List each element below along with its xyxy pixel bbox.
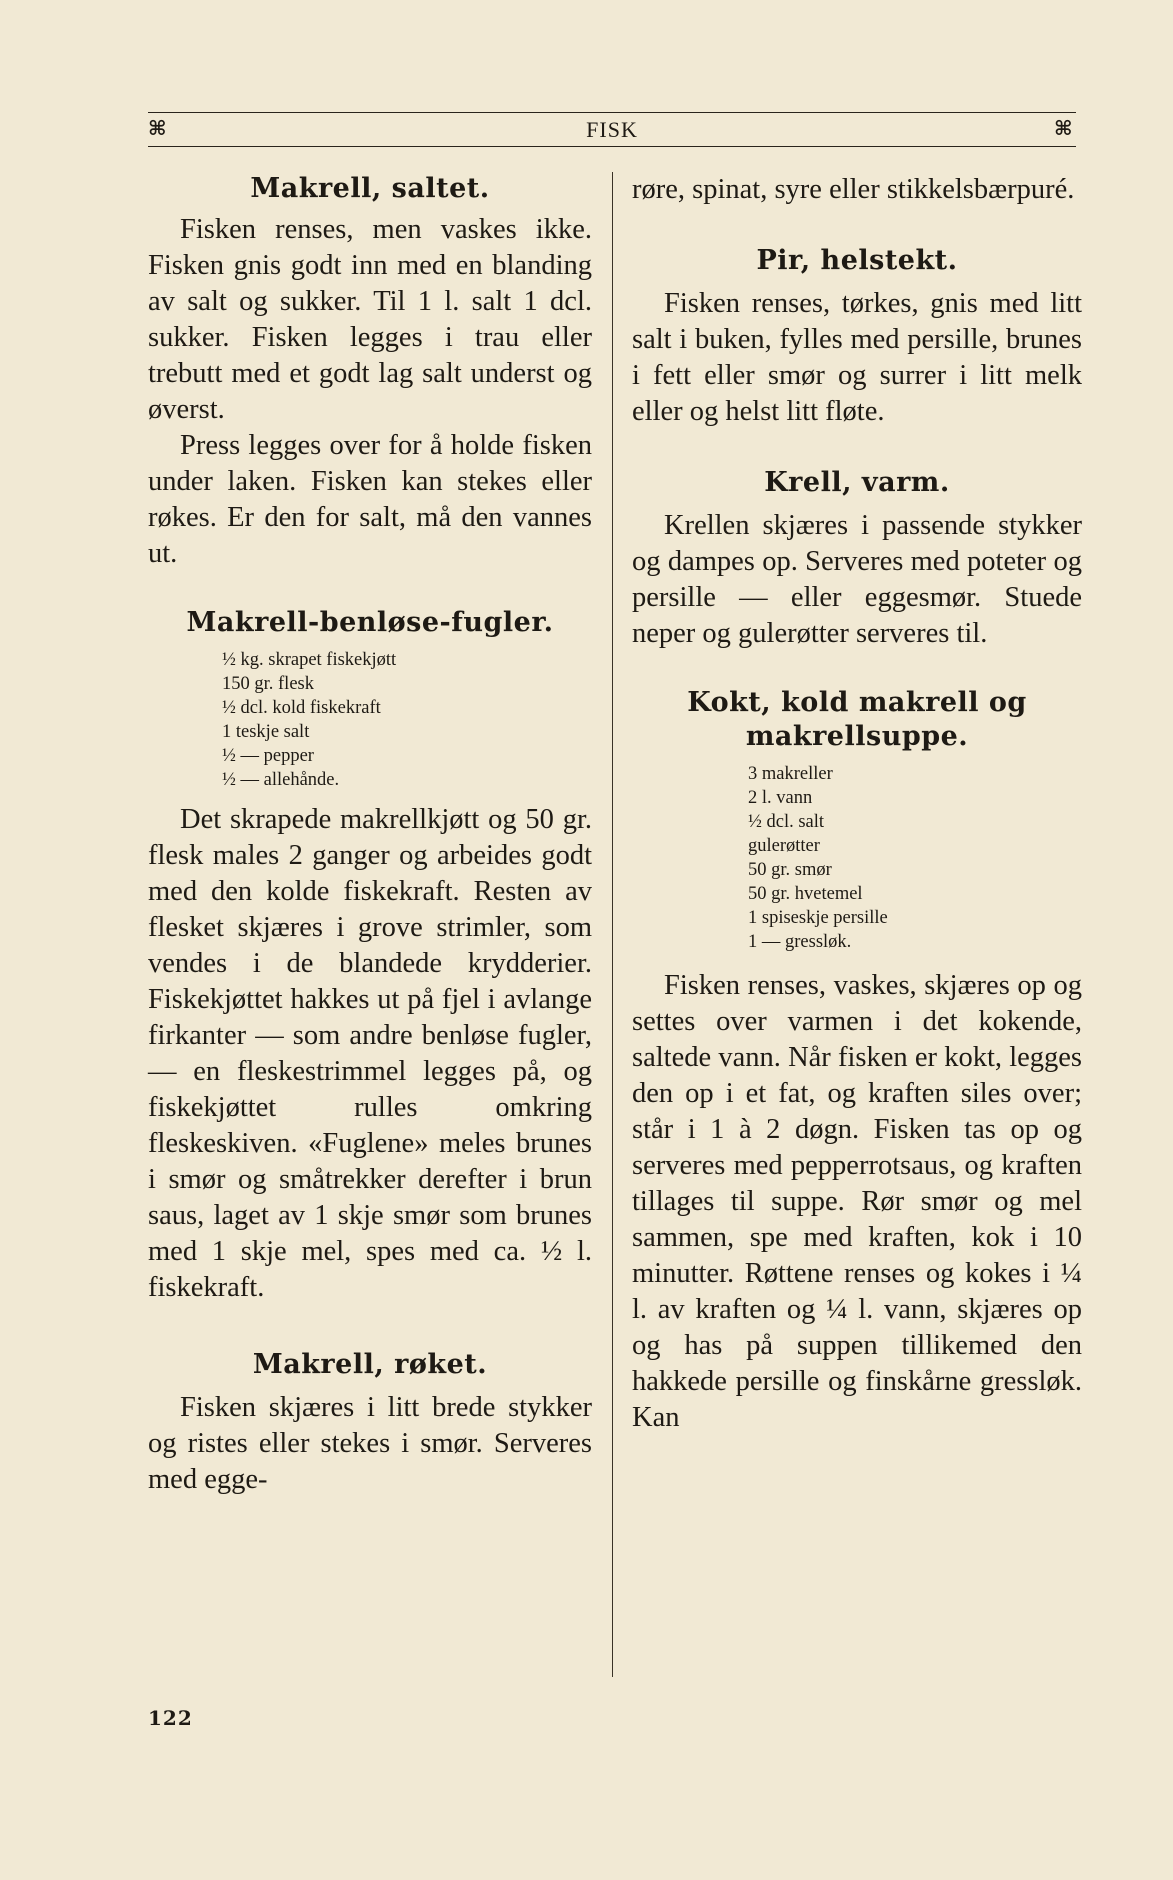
recipe-paragraph: Fisken skjæres i litt brede stykker og ristes eller stekes i smør. Serveres med egge- bbox=[148, 1392, 592, 1495]
recipe-paragraph: Press legges over for å holde fisken under laken. Fisken kan stekes eller røkes. Er den for salt, må den vannes ut. bbox=[148, 430, 592, 569]
recipe-title-makrell-saltet: Makrell, saltet. bbox=[250, 173, 490, 204]
column-divider bbox=[612, 172, 613, 1677]
recipe-paragraph: Fisken renses, men vaskes ikke. Fisken gnis godt inn med en blanding av salt og sukker. Til 1 l. salt 1 dcl. sukker. Fisken legges i trau eller trebutt med et godt lag salt underst og øverst. bbox=[148, 214, 592, 425]
ingredient-list bbox=[222, 648, 592, 792]
ingredient-item: 50 gr. smør bbox=[748, 860, 832, 880]
ingredient-item: 1 teskje salt bbox=[222, 722, 310, 742]
recipe-title-pir-helstekt: Pir, helstekt. bbox=[756, 245, 958, 276]
ingredient-item: 50 gr. hvetemel bbox=[748, 884, 863, 904]
recipe-paragraph: Fisken renses, vaskes, skjæres op og settes over varmen i det kokende, saltede vann. Når fisken er kokt, legges den op i et fat, og kraften siles over; står i 1 à 2 døgn. Fisken tas op og serveres med pepperrotsaus, og kraften tillages til suppe. Rør smør og mel sammen, spe med kraften, kok i 10 minutter. Røttene renses og kokes i ¼ l. av kraften og ¼ l. vann, skjæres op og has på suppen tillikemed den hakkede persille og finskårne gressløk. Kan bbox=[632, 970, 1082, 1433]
running-head: FISK bbox=[586, 117, 638, 142]
ingredient-item: ½ dcl. kold fiskekraft bbox=[222, 698, 381, 718]
header-rule-bottom bbox=[148, 146, 1076, 147]
recipe-paragraph: Krellen skjæres i passende stykker og dampes op. Serveres med poteter og persille — eller eggesmør. Stuede neper og gulerøtter serveres til. bbox=[632, 510, 1082, 649]
ingredient-item: 1 spiseskje persille bbox=[748, 908, 888, 928]
ingredient-item: 2 l. vann bbox=[748, 788, 813, 808]
ingredient-list bbox=[748, 762, 1082, 954]
recipe-title-benlose-fugler: Makrell-benløse-fugler. bbox=[186, 607, 554, 638]
recipe-title-makrell-roket: Makrell, røket. bbox=[252, 1349, 488, 1380]
right-column bbox=[632, 172, 1082, 1436]
ingredient-item: 3 makreller bbox=[748, 764, 833, 784]
ingredient-item: ½ dcl. salt bbox=[748, 812, 825, 832]
recipe-paragraph-continued: røre, spinat, syre eller stikkelsbærpuré. bbox=[632, 174, 1075, 205]
ingredient-item: ½ — pepper bbox=[222, 746, 314, 766]
recipe-title-kokt-kold-makrell: Kokt, kold makrell og makrellsuppe. bbox=[687, 687, 1027, 752]
ingredient-item: 150 gr. flesk bbox=[222, 674, 314, 694]
header-ornament-left: ⌘ bbox=[148, 116, 167, 140]
recipe-paragraph: Fisken renses, tørkes, gnis med litt salt i buken, fylles med persille, brunes i fett eller smør og surrer i litt melk eller og helst litt fløte. bbox=[632, 288, 1082, 427]
ingredient-item: ½ — allehånde. bbox=[222, 770, 340, 790]
left-column bbox=[148, 172, 592, 1498]
recipe-title-krell-varm: Krell, varm. bbox=[764, 467, 950, 498]
page-number: 122 bbox=[148, 1706, 193, 1730]
header-ornament-right: ⌘ bbox=[1054, 116, 1073, 140]
ingredient-item: ½ kg. skrapet fiskekjøtt bbox=[222, 650, 397, 670]
header-rule-top bbox=[148, 112, 1076, 113]
ingredient-item: 1 — gressløk. bbox=[748, 932, 852, 952]
recipe-paragraph: Det skrapede makrellkjøtt og 50 gr. flesk males 2 ganger og arbeides godt med den kolde fiskekraft. Resten av flesket skjæres i grove strimler, som vendes i de blandede krydderier. Fiskekjøttet hakkes ut på fjel i avlange firkanter — som andre benløse fugler, — en fleskestrimmel legges på, og fiskekjøttet rulles omkring fleskeskiven. «Fuglene» meles brunes i smør og småtrekker derefter i brun saus, laget av 1 skje smør som brunes med 1 skje mel, spes med ca. ½ l. fiskekraft. bbox=[148, 804, 592, 1303]
ingredient-item: gulerøtter bbox=[748, 836, 820, 856]
